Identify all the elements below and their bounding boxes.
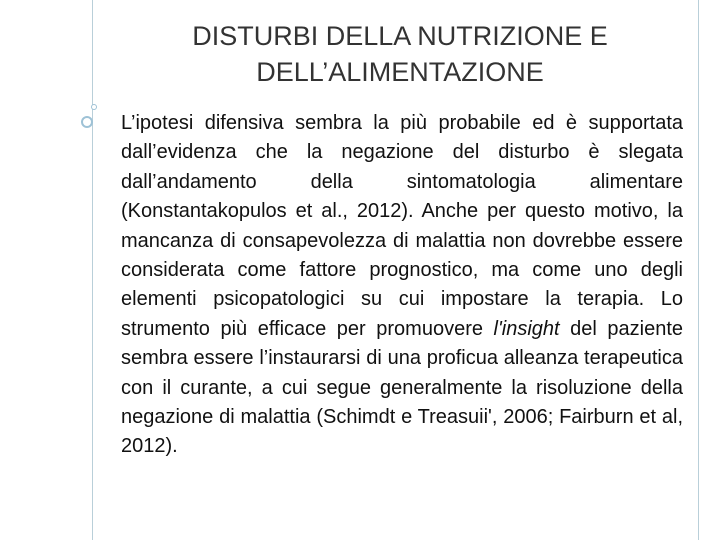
body-text-part-2: del paziente sembra essere l’instaurarsi di una proficua alleanza terapeutica con il curante, a cui segue generalmente la risoluzione della negazione di malattia (Schimdt e Treasuii', 2006; Fairburn et al, 2012). <box>121 317 684 458</box>
body-text-part-1: L’ipotesi difensiva sembra la più probabile ed è supportata dall’evidenza che la negazione del disturbo è slegata dall’andamento della sintomatologia alimentare (Konstantakopulos et al., 2012). Anche per questo motivo, la mancanza di consapevolezza di malattia non dovrebbe essere considerata come fattore prognostico, ma come uno degli elementi psicopatologici su cui impostare la terapia. Lo strumento più efficace per promuovere <box>121 112 683 340</box>
right-divider-line <box>698 0 699 540</box>
slide-title-line-1: DISTURBI DELLA NUTRIZIONE E <box>192 21 608 51</box>
body-text-italic-insight: l'insight <box>493 317 560 340</box>
slide-title <box>110 18 690 90</box>
slide-title-line-2: DELL’ALIMENTAZIONE <box>256 57 544 87</box>
bullet-small-circle-icon <box>91 104 97 110</box>
left-divider-line <box>92 0 93 540</box>
body-paragraph <box>121 109 683 462</box>
bullet-circle-icon <box>81 116 93 128</box>
